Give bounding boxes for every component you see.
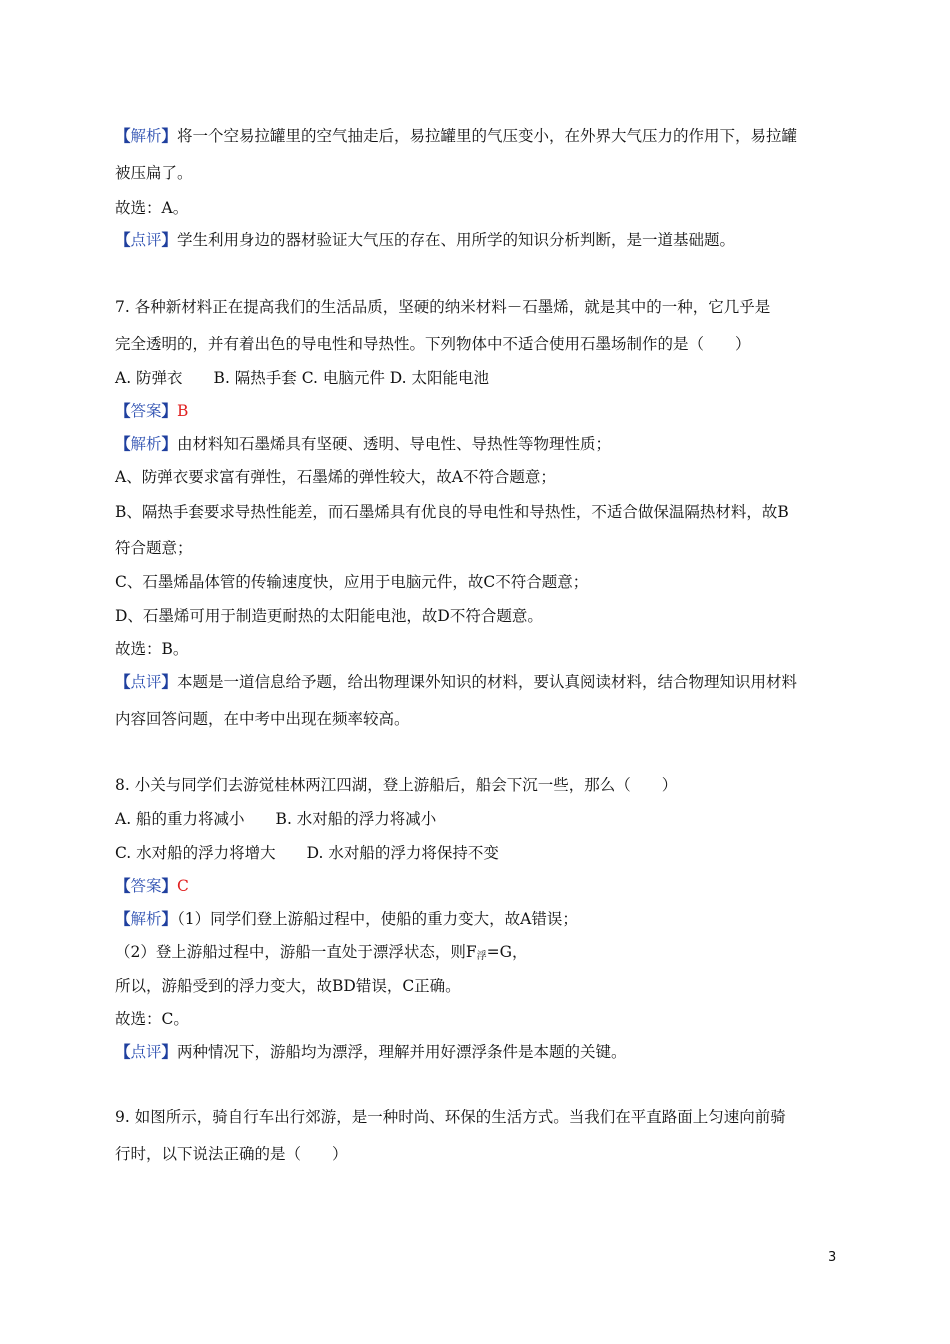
q8-stem: 8. 小关与同学们去游觉桂林两江四湖，登上游船后，船会下沉一些，那么（ ） — [115, 776, 678, 794]
q7-analysis-line-5: C、石墨烯晶体管的传输速度快，应用于电脑元件，故C不符合题意； — [115, 573, 589, 591]
analysis-label: 【解析】 — [115, 126, 178, 145]
q8-comment: 【点评】两种情况下，游船均为漂浮，理解并用好漂浮条件是本题的关键。 — [115, 1042, 627, 1061]
q7-comment-line-2: 内容回答问题，在中考中出现在频率较高。 — [115, 710, 410, 728]
analysis-label: 【解析】 — [115, 909, 178, 928]
q6-analysis-line-2: 被压扁了。 — [115, 164, 193, 182]
q8-analysis-line-1: 【解析】（1）同学们登上游船过程中，使船的重力变大，故A错误； — [115, 909, 578, 928]
q8-analysis-line-3: 所以，游船受到的浮力变大，故BD错误，C正确。 — [115, 977, 461, 995]
comment-label: 【点评】 — [115, 672, 178, 691]
q9-stem-line-1: 9. 如图所示，骑自行车出行郊游，是一种时尚、环保的生活方式。当我们在平直路面上匀速向前骑 — [115, 1108, 786, 1126]
comment-label: 【点评】 — [115, 1042, 178, 1061]
q7-analysis-line-2: A、防弹衣要求富有弹性，石墨烯的弹性较大，故A不符合题意； — [115, 468, 556, 486]
q8-options-line-2: C. 水对船的浮力将增大 D. 水对船的浮力将保持不变 — [115, 844, 499, 862]
q7-analysis-line-3: B、隔热手套要求导热性能差，而石墨烯具有优良的导电性和导热性，不适合做保温隔热材料，故B — [115, 503, 789, 521]
q6-choice: 故选：A。 — [115, 199, 189, 217]
q8-answer — [115, 875, 189, 897]
q7-options: A. 防弹衣 B. 隔热手套 C. 电脑元件 D. 太阳能电池 — [115, 369, 490, 387]
answer-label: 【答案】 — [115, 876, 178, 895]
q7-answer — [115, 400, 188, 422]
comment-label: 【点评】 — [115, 230, 178, 249]
q6-analysis-line-1: 【解析】将一个空易拉罐里的空气抽走后，易拉罐里的气压变小，在外界大气压力的作用下，易拉罐 — [115, 126, 798, 145]
buoyancy-subscript: 浮 — [476, 951, 487, 962]
q9-stem-line-2: 行时，以下说法正确的是（ ） — [115, 1145, 348, 1163]
answer-label: 【答案】 — [115, 401, 178, 420]
q7-comment-line-1: 【点评】本题是一道信息给予题，给出物理课外知识的材料，要认真阅读材料，结合物理知识用材料 — [115, 672, 798, 691]
q8-choice: 故选：C。 — [115, 1010, 189, 1028]
q7-answer-value: B — [177, 402, 189, 420]
q6-comment: 【点评】学生利用身边的器材验证大气压的存在、用所学的知识分析判断，是一道基础题。 — [115, 230, 736, 249]
q7-analysis-line-6: D、石墨烯可用于制造更耐热的太阳能电池，故D不符合题意。 — [115, 607, 543, 625]
q7-analysis-line-1: 【解析】由材料知石墨烯具有坚硬、透明、导电性、导热性等物理性质； — [115, 434, 612, 453]
q8-answer-value: C — [177, 877, 189, 895]
q8-analysis-line-2: （2）登上游船过程中，游船一直处于漂浮状态，则$F_浮=G$， — [115, 943, 528, 962]
analysis-label: 【解析】 — [115, 434, 178, 453]
page-number: 3 — [828, 1250, 837, 1265]
q8-options-line-1: A. 船的重力将减小 B. 水对船的浮力将减小 — [115, 810, 437, 828]
q7-analysis-line-4: 符合题意； — [115, 539, 193, 557]
q7-stem-line-1: 7. 各种新材料正在提高我们的生活品质，坚硬的纳米材料－石墨烯，就是其中的一种，它几乎是 — [115, 298, 771, 316]
q7-stem-line-2: 完全透明的，并有着出色的导电性和导热性。下列物体中不适合使用石墨场制作的是（ ） — [115, 335, 751, 353]
q7-choice: 故选：B。 — [115, 640, 189, 658]
